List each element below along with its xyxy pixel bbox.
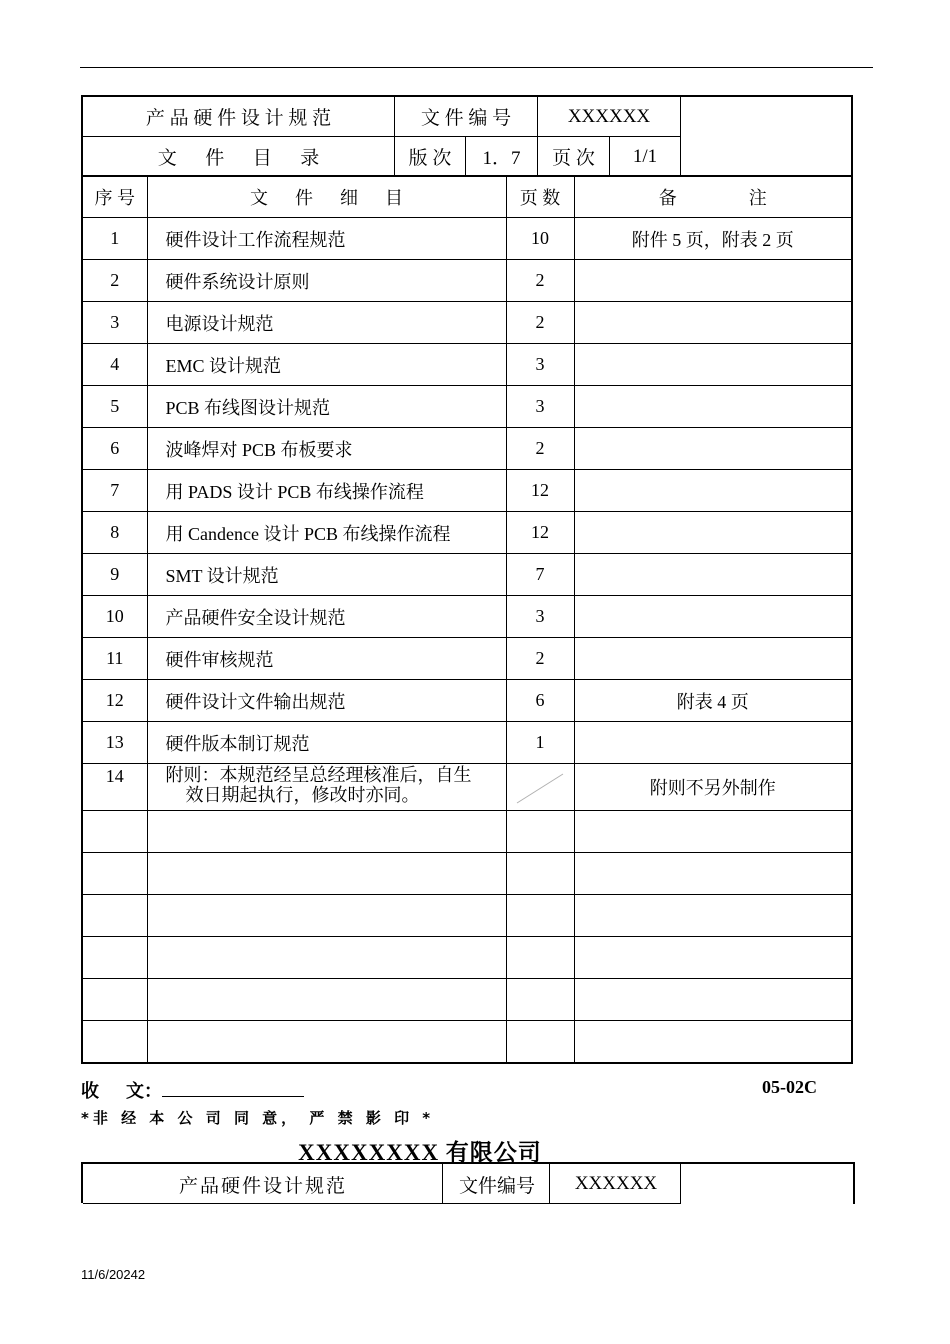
row-pages: 12 [506, 512, 574, 554]
header-divider [680, 1164, 681, 1204]
table-row [82, 344, 852, 386]
row-pages: 3 [506, 386, 574, 428]
row-no: 7 [82, 470, 147, 512]
row-pages: 1 [506, 722, 574, 764]
header-divider [853, 1164, 855, 1204]
row-no: 3 [82, 302, 147, 344]
toc-header-row [82, 177, 852, 218]
table-row [82, 512, 852, 554]
next-title: 产品硬件设计规范 [178, 1175, 347, 1197]
row-note [574, 260, 852, 302]
row-note: 附则不另外制作 [574, 764, 852, 811]
row-note: 附件 5 页，附表 2 页 [574, 218, 852, 260]
row-pages: 2 [506, 638, 574, 680]
row-note [574, 302, 852, 344]
row-title: EMC 设计规范 [147, 344, 506, 386]
doc-no-label: 文 件 编 号 [420, 108, 512, 129]
row-no: 12 [82, 680, 147, 722]
table-row [82, 722, 852, 764]
row-no: 8 [82, 512, 147, 554]
row-title: 硬件系统设计原则 [147, 260, 506, 302]
table-row [82, 302, 852, 344]
row-no: 13 [82, 722, 147, 764]
row-pages: 2 [506, 302, 574, 344]
table-row [82, 638, 852, 680]
copy-notice: *非 经 本 公 司 同 意， 严 禁 影 印 * [81, 1109, 435, 1127]
empty-row [82, 1021, 852, 1064]
table-row [82, 428, 852, 470]
row-note [574, 638, 852, 680]
version-label: 版 次 [408, 148, 452, 169]
col-header-title: 文 件 细 目 [147, 177, 506, 218]
header-divider [537, 97, 538, 176]
empty-row [82, 811, 852, 853]
print-date: 11/6/20242 [81, 1267, 146, 1282]
row-pages: 7 [506, 554, 574, 596]
appendix-row [82, 764, 852, 811]
table-row [82, 680, 852, 722]
row-note [574, 554, 852, 596]
row-no: 4 [82, 344, 147, 386]
appendix-line-2: 效日期起执行，修改时亦同。 [185, 785, 420, 805]
appendix-line-1: 附则：本规范经呈总经理核准后，自生 [165, 765, 472, 785]
empty-row [82, 937, 852, 979]
form-code: 05-02C [762, 1077, 817, 1097]
row-pages: 2 [506, 260, 574, 302]
next-doc-no-value: XXXXXX [574, 1173, 658, 1194]
row-note [574, 722, 852, 764]
table-row [82, 596, 852, 638]
row-note [574, 386, 852, 428]
header-divider [83, 136, 680, 137]
row-title: 硬件审核规范 [147, 638, 506, 680]
row-title: 硬件设计工作流程规范 [147, 218, 506, 260]
row-note [574, 344, 852, 386]
empty-row [82, 853, 852, 895]
col-header-note: 备 注 [574, 177, 852, 218]
appendix-text [147, 764, 506, 811]
receipt-blank-line [162, 1082, 304, 1097]
doc-no-value: XXXXXX [567, 105, 651, 127]
top-rule [80, 67, 873, 68]
receipt-label: 收 文： [81, 1081, 162, 1101]
row-pages: 3 [506, 344, 574, 386]
row-title: SMT 设计规范 [147, 554, 506, 596]
table-row [82, 554, 852, 596]
row-pages: 2 [506, 428, 574, 470]
row-title: 用 Candence 设计 PCB 布线操作流程 [147, 512, 506, 554]
document-header [81, 95, 853, 176]
row-note [574, 470, 852, 512]
header-divider [549, 1164, 550, 1204]
version-value: 1．7 [482, 148, 521, 169]
row-title: 波峰焊对 PCB 布板要求 [147, 428, 506, 470]
row-no: 6 [82, 428, 147, 470]
row-no: 9 [82, 554, 147, 596]
table-row [82, 470, 852, 512]
table-row [82, 386, 852, 428]
toc-table [81, 176, 853, 1064]
row-title: 用 PADS 设计 PCB 布线操作流程 [147, 470, 506, 512]
row-no: 2 [82, 260, 147, 302]
row-no: 5 [82, 386, 147, 428]
next-doc-no-label: 文件编号 [458, 1175, 535, 1197]
page-value: 1/1 [632, 145, 658, 167]
col-header-no: 序 号 [82, 177, 147, 218]
page-label: 页 次 [552, 148, 595, 169]
empty-row [82, 895, 852, 937]
row-pages: 6 [506, 680, 574, 722]
empty-row [82, 979, 852, 1021]
diagonal-slash [507, 764, 575, 808]
table-row [82, 260, 852, 302]
row-title: 硬件版本制订规范 [147, 722, 506, 764]
row-title: 硬件设计文件输出规范 [147, 680, 506, 722]
header-divider [465, 136, 466, 176]
row-note: 附表 4 页 [574, 680, 852, 722]
row-title: 电源设计规范 [147, 302, 506, 344]
next-page-header [81, 1162, 855, 1203]
row-pages: 3 [506, 596, 574, 638]
header-divider [680, 97, 681, 176]
header-divider [609, 136, 610, 176]
header-divider [83, 1203, 681, 1204]
row-pages: 12 [506, 470, 574, 512]
row-no: 1 [82, 218, 147, 260]
receipt-field [81, 1077, 304, 1103]
header-divider [442, 1164, 443, 1204]
row-no: 14 [82, 764, 147, 811]
row-title: PCB 布线图设计规范 [147, 386, 506, 428]
document-title: 产 品 硬 件 设 计 规 范 [145, 108, 332, 129]
header-divider [394, 97, 395, 176]
catalog-label: 文 件 目 录 [157, 148, 320, 169]
row-no: 10 [82, 596, 147, 638]
col-header-pages: 页 数 [506, 177, 574, 218]
row-note [574, 512, 852, 554]
row-title: 产品硬件安全设计规范 [147, 596, 506, 638]
company-name: XXXXXXXX 有限公司 [298, 1140, 542, 1165]
row-no: 11 [82, 638, 147, 680]
row-note [574, 428, 852, 470]
table-row [82, 218, 852, 260]
row-pages: 10 [506, 218, 574, 260]
empty-pages-cell [506, 764, 574, 811]
row-note [574, 596, 852, 638]
